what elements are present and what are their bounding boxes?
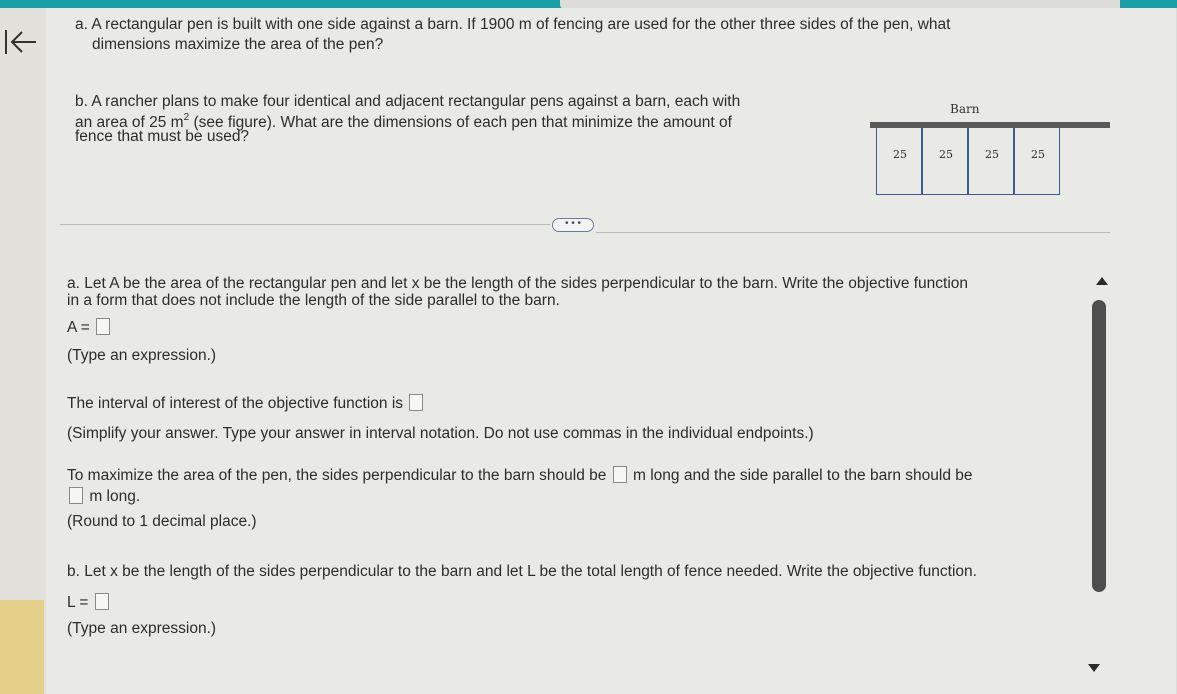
pen-1 — [876, 128, 922, 195]
part-b-question-line1: b. A rancher plans to make four identical and adjacent rectangular pens against a barn, each with — [75, 93, 741, 110]
part-a-question-line2: dimensions maximize the area of the pen? — [92, 36, 384, 53]
answer-b-intro: b. Let x be the length of the sides perpendicular to the barn and let L be the total length of fence needed. Write the objective function. — [67, 563, 977, 580]
pen-2 — [922, 128, 968, 195]
divider-right — [596, 232, 1110, 233]
back-button[interactable] — [2, 24, 40, 60]
pen-3-label: 25 — [985, 148, 999, 161]
part-a-question-line1: a. A rectangular pen is built with one side against a barn. If 1900 m of fencing are used for the other three sides of the pen, what — [75, 16, 951, 33]
interval-row — [67, 394, 425, 413]
scroll-down-arrow-icon[interactable] — [1088, 664, 1100, 672]
maximize-hint: (Round to 1 decimal place.) — [67, 513, 257, 530]
pen-4-label: 25 — [1031, 148, 1045, 161]
area-expression-hint: (Type an expression.) — [67, 347, 217, 364]
maximize-line2-end: m long. — [89, 488, 141, 505]
pen-4 — [1014, 128, 1060, 195]
left-strip — [0, 8, 46, 694]
length-expression-hint: (Type an expression.) — [67, 620, 217, 637]
maximize-text-start: To maximize the area of the pen, the sides perpendicular to the barn should be — [67, 467, 607, 484]
back-arrow-icon — [2, 24, 40, 60]
expand-more-button[interactable]: • • • — [552, 218, 594, 232]
pen-1-label: 25 — [893, 148, 907, 161]
length-expression-label: L = — [67, 594, 89, 611]
area-expression-row — [67, 318, 112, 337]
vertical-scrollbar[interactable] — [1092, 300, 1106, 592]
part-b-area-text: an area of 25 — [75, 114, 167, 131]
left-strip-accent — [0, 600, 44, 694]
maximize-text-end: m long and the side parallel to the barn should be — [633, 467, 973, 484]
parallel-side-input[interactable] — [69, 487, 83, 504]
interval-input[interactable] — [409, 394, 423, 411]
barn-pens-figure — [830, 96, 1110, 200]
answer-a-intro-line1: a. Let A be the area of the rectangular pen and let x be the length of the sides perpendicular to the barn. Write the objective function — [67, 275, 969, 292]
divider-left — [60, 224, 550, 225]
answer-a-intro-line2: in a form that does not include the length of the side parallel to the barn. — [67, 292, 560, 309]
scroll-up-arrow-icon[interactable] — [1096, 277, 1108, 285]
perpendicular-side-input[interactable] — [613, 466, 627, 483]
part-b-question-line3: fence that must be used? — [75, 128, 250, 145]
interval-hint: (Simplify your answer. Type your answer in interval notation. Do not use commas in the individual endpoints.) — [67, 425, 814, 442]
pen-2-label: 25 — [939, 148, 953, 161]
maximize-row-2 — [67, 487, 140, 506]
area-expression-label: A = — [67, 319, 90, 336]
length-expression-row — [67, 593, 111, 612]
part-b-unit: m — [170, 114, 184, 131]
maximize-row — [67, 466, 973, 485]
interval-text: The interval of interest of the objective function is — [67, 395, 404, 412]
part-b-exponent: 2 — [183, 112, 190, 123]
area-expression-input[interactable] — [96, 318, 110, 335]
part-b-line2-end: (see figure). What are the dimensions of each pen that minimize the amount of — [193, 114, 732, 131]
length-expression-input[interactable] — [95, 593, 109, 610]
pen-3 — [968, 128, 1014, 195]
barn-label: Barn — [950, 102, 980, 116]
